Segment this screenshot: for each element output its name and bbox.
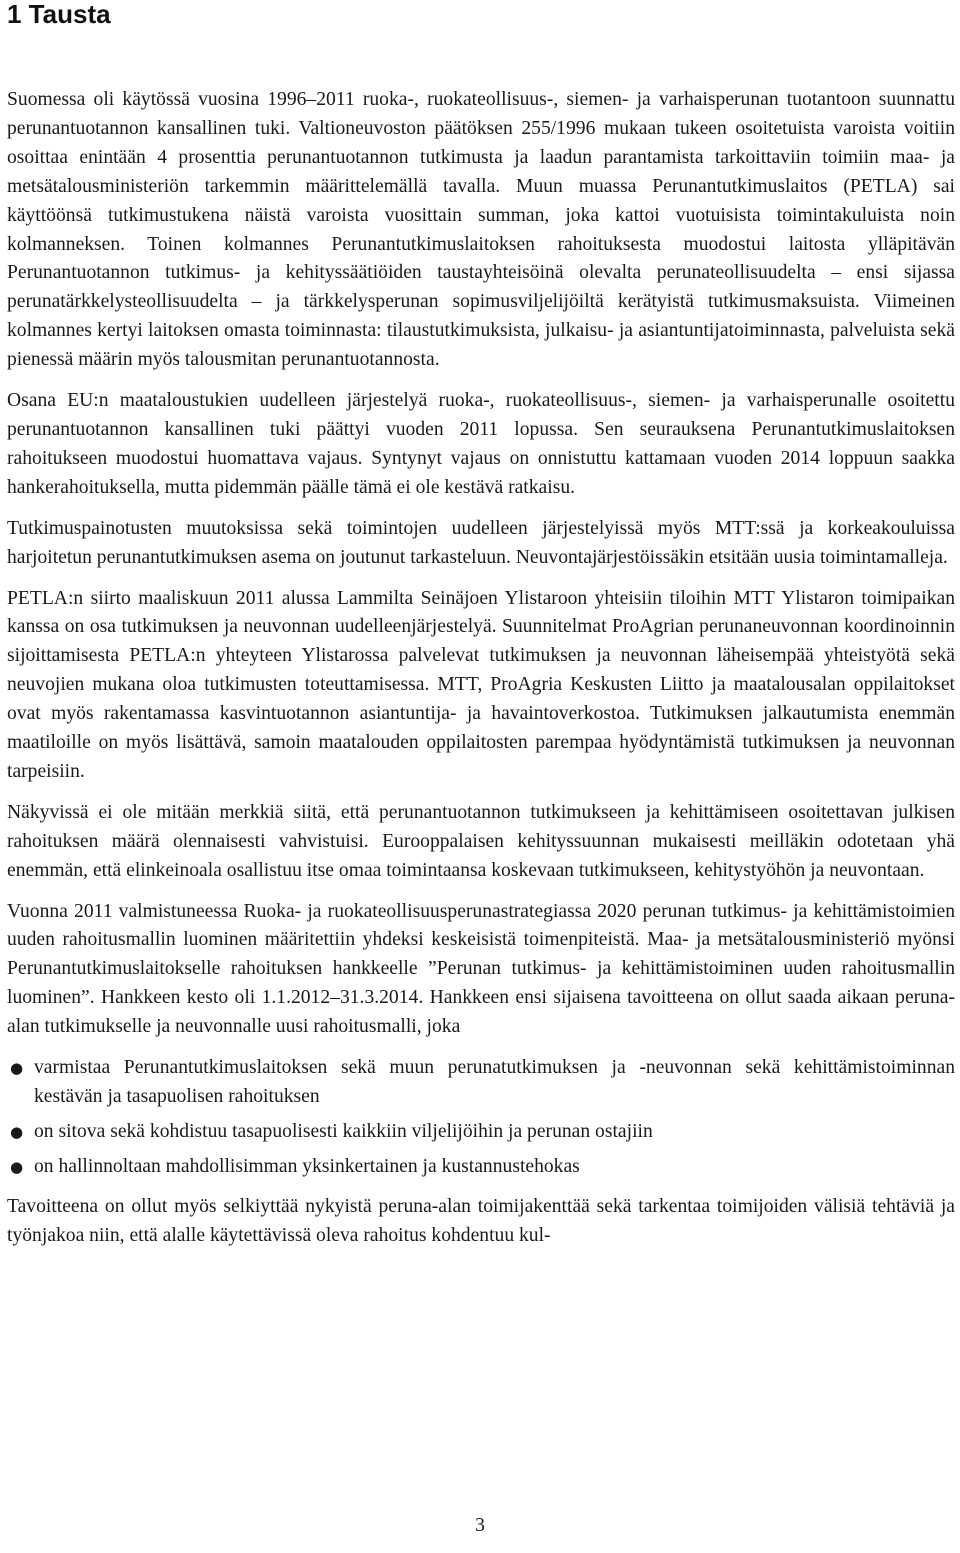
- bullet-list: [7, 1054, 955, 1182]
- paragraph-1: Suomessa oli käytössä vuosina 1996–2011 ruoka-, ruokateollisuus-, siemen- ja varhaisperunan tuotantoon suunnattu perunantuotannon kansallinen tuki. Valtioneuvoston päätöksen 255/1996 mukaan tukeen osoitetuista varoista voitiin osoittaa enintään 4 prosenttia perunantuotannon tutkimusta ja laadun parantamista tarkoittaviin toimiin maa- ja metsätalousministeriön tarkemmin määrittelemällä tavalla. Muun muassa Perunantutkimuslaitos (PETLA) sai käyttöönsä tutkimustukena näistä varoista vuosittain summan, joka kattoi vuotuisista toimintakuluista noin kolmanneksen. Toinen kolmannes Perunantutkimuslaitoksen rahoituksesta muodostui laitosta ylläpitävän Perunantuotannon tutkimus- ja kehityssäätiöiden taustayhteisöinä olevalta perunateollisuudelta – ensi sijassa perunatärkkelysteollisuudelta – ja tärkkelysperunan sopimusviljelijöiltä kerätyistä tutkimusmaksuista. Viimeinen kolmannes kertyi laitoksen omasta toiminnasta: tilaustutkimuksista, julkaisu- ja asiantuntijatoiminnasta, palveluista sekä pienessä määrin myös talousmitan perunantuotannosta.: [7, 89, 955, 371]
- page-number: 3: [475, 1515, 485, 1536]
- bullet-item-text: on sitova sekä kohdistuu tasapuolisesti kaikkiin viljelijöihin ja perunan ostajiin: [34, 1120, 653, 1142]
- bullet-icon: ●: [10, 1157, 24, 1176]
- bullet-item: [7, 1054, 955, 1112]
- bullet-item-text: on hallinnoltaan mahdollisimman yksinkertainen ja kustannustehokas: [34, 1155, 580, 1177]
- bullet-icon: ●: [10, 1059, 24, 1078]
- section-heading: 1 Tausta: [7, 0, 111, 29]
- document-page: [7, 0, 955, 1263]
- bullet-item: [7, 1118, 955, 1147]
- bullet-item: [7, 1153, 955, 1182]
- bullet-item-text: varmistaa Perunantutkimuslaitoksen sekä muun perunatutkimuksen ja -neuvonnan sekä kehittämistoiminnan kestävän ja tasapuolisen rahoituksen: [34, 1057, 955, 1107]
- paragraph-3: Tutkimuspainotusten muutoksissa sekä toimintojen uudelleen järjestelyissä myös MTT:ssä ja korkeakouluissa harjoitetun perunantutkimuksen asema on joutunut tarkasteluun. Neuvontajärjestöissäkin etsitään uusia toimintamalleja.: [7, 517, 955, 568]
- paragraph-6: Vuonna 2011 valmistuneessa Ruoka- ja ruokateollisuusperunastrategiassa 2020 perunan tutkimus- ja kehittämistoimien uuden rahoitusmallin luominen määritettiin yhdeksi keskeisistä toimenpiteistä. Maa- ja metsätalousministeriö myönsi Perunantutkimuslaitokselle rahoituksen hankkeelle ”Perunan tutkimus- ja kehittämistoiminen uuden rahoitusmallin luominen”. Hankkeen kesto oli 1.1.2012–31.3.2014. Hankkeen ensi sijaisena tavoitteena on ollut saada aikaan peruna-alan tutkimukselle ja neuvonnalle uusi rahoitusmalli, joka: [7, 900, 955, 1038]
- paragraph-4: PETLA:n siirto maaliskuun 2011 alussa Lammilta Seinäjoen Ylistaroon yhteisiin tiloihin MTT Ylistaron toimipaikan kanssa on osa tutkimuksen ja neuvonnan uudelleenjärjestelyä. Suunnitelmat ProAgrian perunaneuvonnan koordinoinnin sijoittamisesta PETLA:n yhteyteen Ylistarossa palvelevat tutkimuksen ja neuvonnan läheisempää yhteistyötä sekä neuvojien mukana oloa tutkimusten toteuttamisessa. MTT, ProAgria Keskusten Liitto ja maatalousalan oppilaitokset ovat myös rakentamassa kasvintuotannon asiantuntija- ja havaintoverkostoa. Tutkimuksen jalkautumista enemmän maatiloille on myös lisättävä, samoin maatalouden oppilaitosten parempaa hyödyntämistä tutkimuksen ja neuvonnan tarpeisiin.: [7, 587, 955, 782]
- paragraph-5: Näkyvissä ei ole mitään merkkiä siitä, että perunantuotannon tutkimukseen ja kehittämiseen osoitettavan julkisen rahoituksen määrä olennaisesti vahvistuisi. Eurooppalaisen kehityssuunnan mukaisesti meilläkin odotetaan yhä enemmän, että elinkeinoala osallistuu itse omaa toimintaansa koskevaan tutkimukseen, kehitystyöhön ja neuvontaan.: [7, 801, 955, 881]
- closing-paragraph: Tavoitteena on ollut myös selkiyttää nykyistä peruna-alan toimijakenttää sekä tarkentaa toimijoiden välisiä tehtäviä ja työnjakoa niin, että alalle käytettävissä oleva rahoitus kohdentuu kul-: [7, 1195, 955, 1246]
- bullet-icon: ●: [10, 1122, 24, 1141]
- paragraph-2: Osana EU:n maataloustukien uudelleen järjestelyä ruoka-, ruokateollisuus-, siemen- ja varhaisperunalle osoitettu perunantuotannon kansallinen tuki päättyi vuoden 2011 lopussa. Sen seurauksena Perunantutkimuslaitoksen rahoitukseen muodostui huomattava vajaus. Syntynyt vajaus on onnistuttu kattamaan vuoden 2014 loppuun saakka hankerahoituksella, mutta pidemmän päälle tämä ei ole kestävä ratkaisu.: [7, 390, 955, 498]
